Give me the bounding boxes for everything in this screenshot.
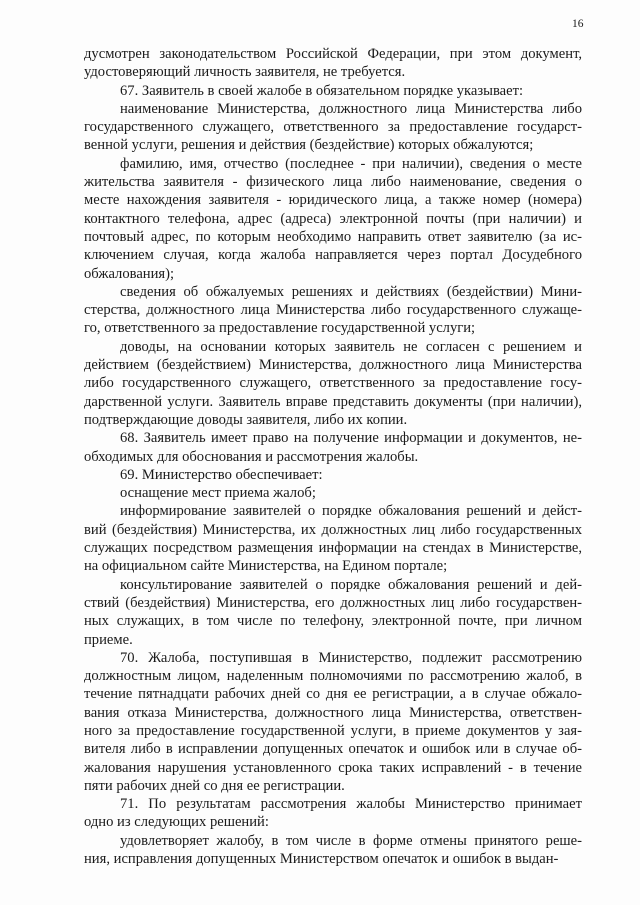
paragraph-line: государственного служащего, ответственного за предоставление государст- bbox=[84, 119, 582, 136]
paragraph-line: 70. Жалоба, поступившая в Министерство, подлежит рассмотрению bbox=[120, 649, 582, 666]
paragraph bbox=[84, 45, 582, 82]
paragraph-line: дарственной услуги. Заявитель вправе представить документы (при наличии), bbox=[84, 393, 582, 410]
paragraph bbox=[84, 338, 582, 429]
paragraph bbox=[84, 502, 582, 575]
paragraph bbox=[84, 649, 582, 795]
paragraph-line: контактного телефона, адрес (адреса) электронной почты (при наличии) и bbox=[84, 210, 582, 227]
paragraph bbox=[84, 100, 582, 155]
paragraph bbox=[84, 484, 582, 502]
paragraph-line: одно из следующих решений: bbox=[84, 814, 269, 831]
paragraph bbox=[84, 155, 582, 283]
paragraph bbox=[84, 429, 582, 466]
paragraph-line: почтовый адрес, по которым необходимо направить ответ заявителю (за ис- bbox=[84, 228, 582, 245]
paragraph-line: удостоверяющий личность заявителя, не требуется. bbox=[84, 64, 406, 81]
paragraph-line: 71. По результатам рассмотрения жалобы Министерство принимает bbox=[120, 796, 582, 813]
paragraph-line: ния, исправления допущенных Министерством опечаток и ошибок в выдан- bbox=[84, 851, 559, 868]
paragraph-line: либо государственного служащего, ответственного за предоставление госу- bbox=[84, 375, 582, 392]
paragraph-line: вителя либо в исправлении допущенных опечаток и ошибок или в случае об- bbox=[84, 741, 582, 758]
paragraph bbox=[84, 283, 582, 338]
paragraph-line: ных служащих, в том числе по телефону, электронной почте, при личном bbox=[84, 613, 582, 630]
paragraph-line: ствий (бездействия) Министерства, его должностных лиц либо государствен- bbox=[84, 594, 582, 611]
paragraph-line: удовлетворяет жалобу, в том числе в форме отмены принятого реше- bbox=[120, 832, 582, 849]
paragraph-line: дусмотрен законодательством Российской Федерации, при этом документ, bbox=[84, 46, 582, 62]
paragraph-line: стерства, должностного лица Министерства либо государственного служаще- bbox=[84, 302, 582, 319]
paragraph-line: жительства заявителя - физического лица либо наименование, сведения о bbox=[84, 174, 582, 191]
paragraph-line: 69. Министерство обеспечивает: bbox=[120, 466, 323, 483]
paragraph-line: консультирование заявителей о порядке обжалования решений и дей- bbox=[120, 576, 582, 593]
paragraph-line: ключением случая, когда жалоба направляется через портал Досудебного bbox=[84, 247, 582, 264]
paragraph-line: 68. Заявитель имеет право на получение информации и документов, не- bbox=[120, 430, 582, 447]
paragraph-line: действием (бездействием) Министерства, должностного лица Министерства bbox=[84, 357, 582, 374]
paragraph-line: вания отказа Министерства, должностного лица Министерства, ответствен- bbox=[84, 704, 582, 721]
paragraph-line: служащих посредством размещения информации на стендах в Министерстве, bbox=[84, 540, 582, 557]
paragraph-line: приеме. bbox=[84, 631, 133, 648]
paragraph-line: наименование Министерства, должностного лица Министерства либо bbox=[120, 100, 582, 117]
paragraph-line: сведения об обжалуемых решениях и действиях (бездействии) Мини- bbox=[120, 283, 582, 300]
paragraph bbox=[84, 795, 582, 832]
paragraph-line: течение пятнадцати рабочих дней со дня ее регистрации, а в случае обжало- bbox=[84, 686, 582, 703]
paragraph-line: 67. Заявитель в своей жалобе в обязательном порядке указывает: bbox=[120, 82, 524, 99]
paragraph-line: фамилию, имя, отчество (последнее - при наличии), сведения о месте bbox=[120, 155, 582, 172]
paragraph-line: обходимых для обоснования и рассмотрения жалобы. bbox=[84, 448, 419, 465]
paragraph bbox=[84, 832, 582, 869]
paragraph-line: на официальном сайте Министерства, на Едином портале; bbox=[84, 558, 448, 575]
paragraph-line: оснащение мест приема жалоб; bbox=[120, 485, 316, 502]
paragraph-line: жалования нарушения установленного срока таких исправлений - в течение bbox=[84, 759, 582, 776]
paragraph bbox=[84, 466, 582, 484]
paragraph-line: подтверждающие доводы заявителя, либо их копии. bbox=[84, 411, 408, 428]
paragraph-line: обжалования); bbox=[84, 265, 175, 282]
page-number: 16 bbox=[572, 18, 584, 30]
document-body bbox=[84, 45, 582, 868]
paragraph-line: должностным лицом, наделенным полномочиями по рассмотрению жалоб, в bbox=[84, 668, 582, 685]
paragraph-line: венной услуги, решения и действия (бездействие) которых обжалуются; bbox=[84, 137, 534, 154]
paragraph-line: вий (бездействия) Министерства, их должностных лиц либо государственных bbox=[84, 521, 582, 538]
paragraph bbox=[84, 576, 582, 649]
paragraph bbox=[84, 82, 582, 100]
paragraph-line: месте нахождения заявителя - юридического лица, а также номер (номера) bbox=[84, 192, 582, 209]
paragraph-line: го, ответственного за предоставление государственной услуги; bbox=[84, 320, 476, 337]
paragraph-line: доводы, на основании которых заявитель не согласен с решением и bbox=[120, 338, 582, 355]
paragraph-line: информирование заявителей о порядке обжалования решений и дейст- bbox=[120, 503, 582, 520]
paragraph-line: ного за предоставление государственной услуги, в приеме документов у зая- bbox=[84, 722, 582, 739]
paragraph-line: пяти рабочих дней со дня ее регистрации. bbox=[84, 777, 345, 794]
